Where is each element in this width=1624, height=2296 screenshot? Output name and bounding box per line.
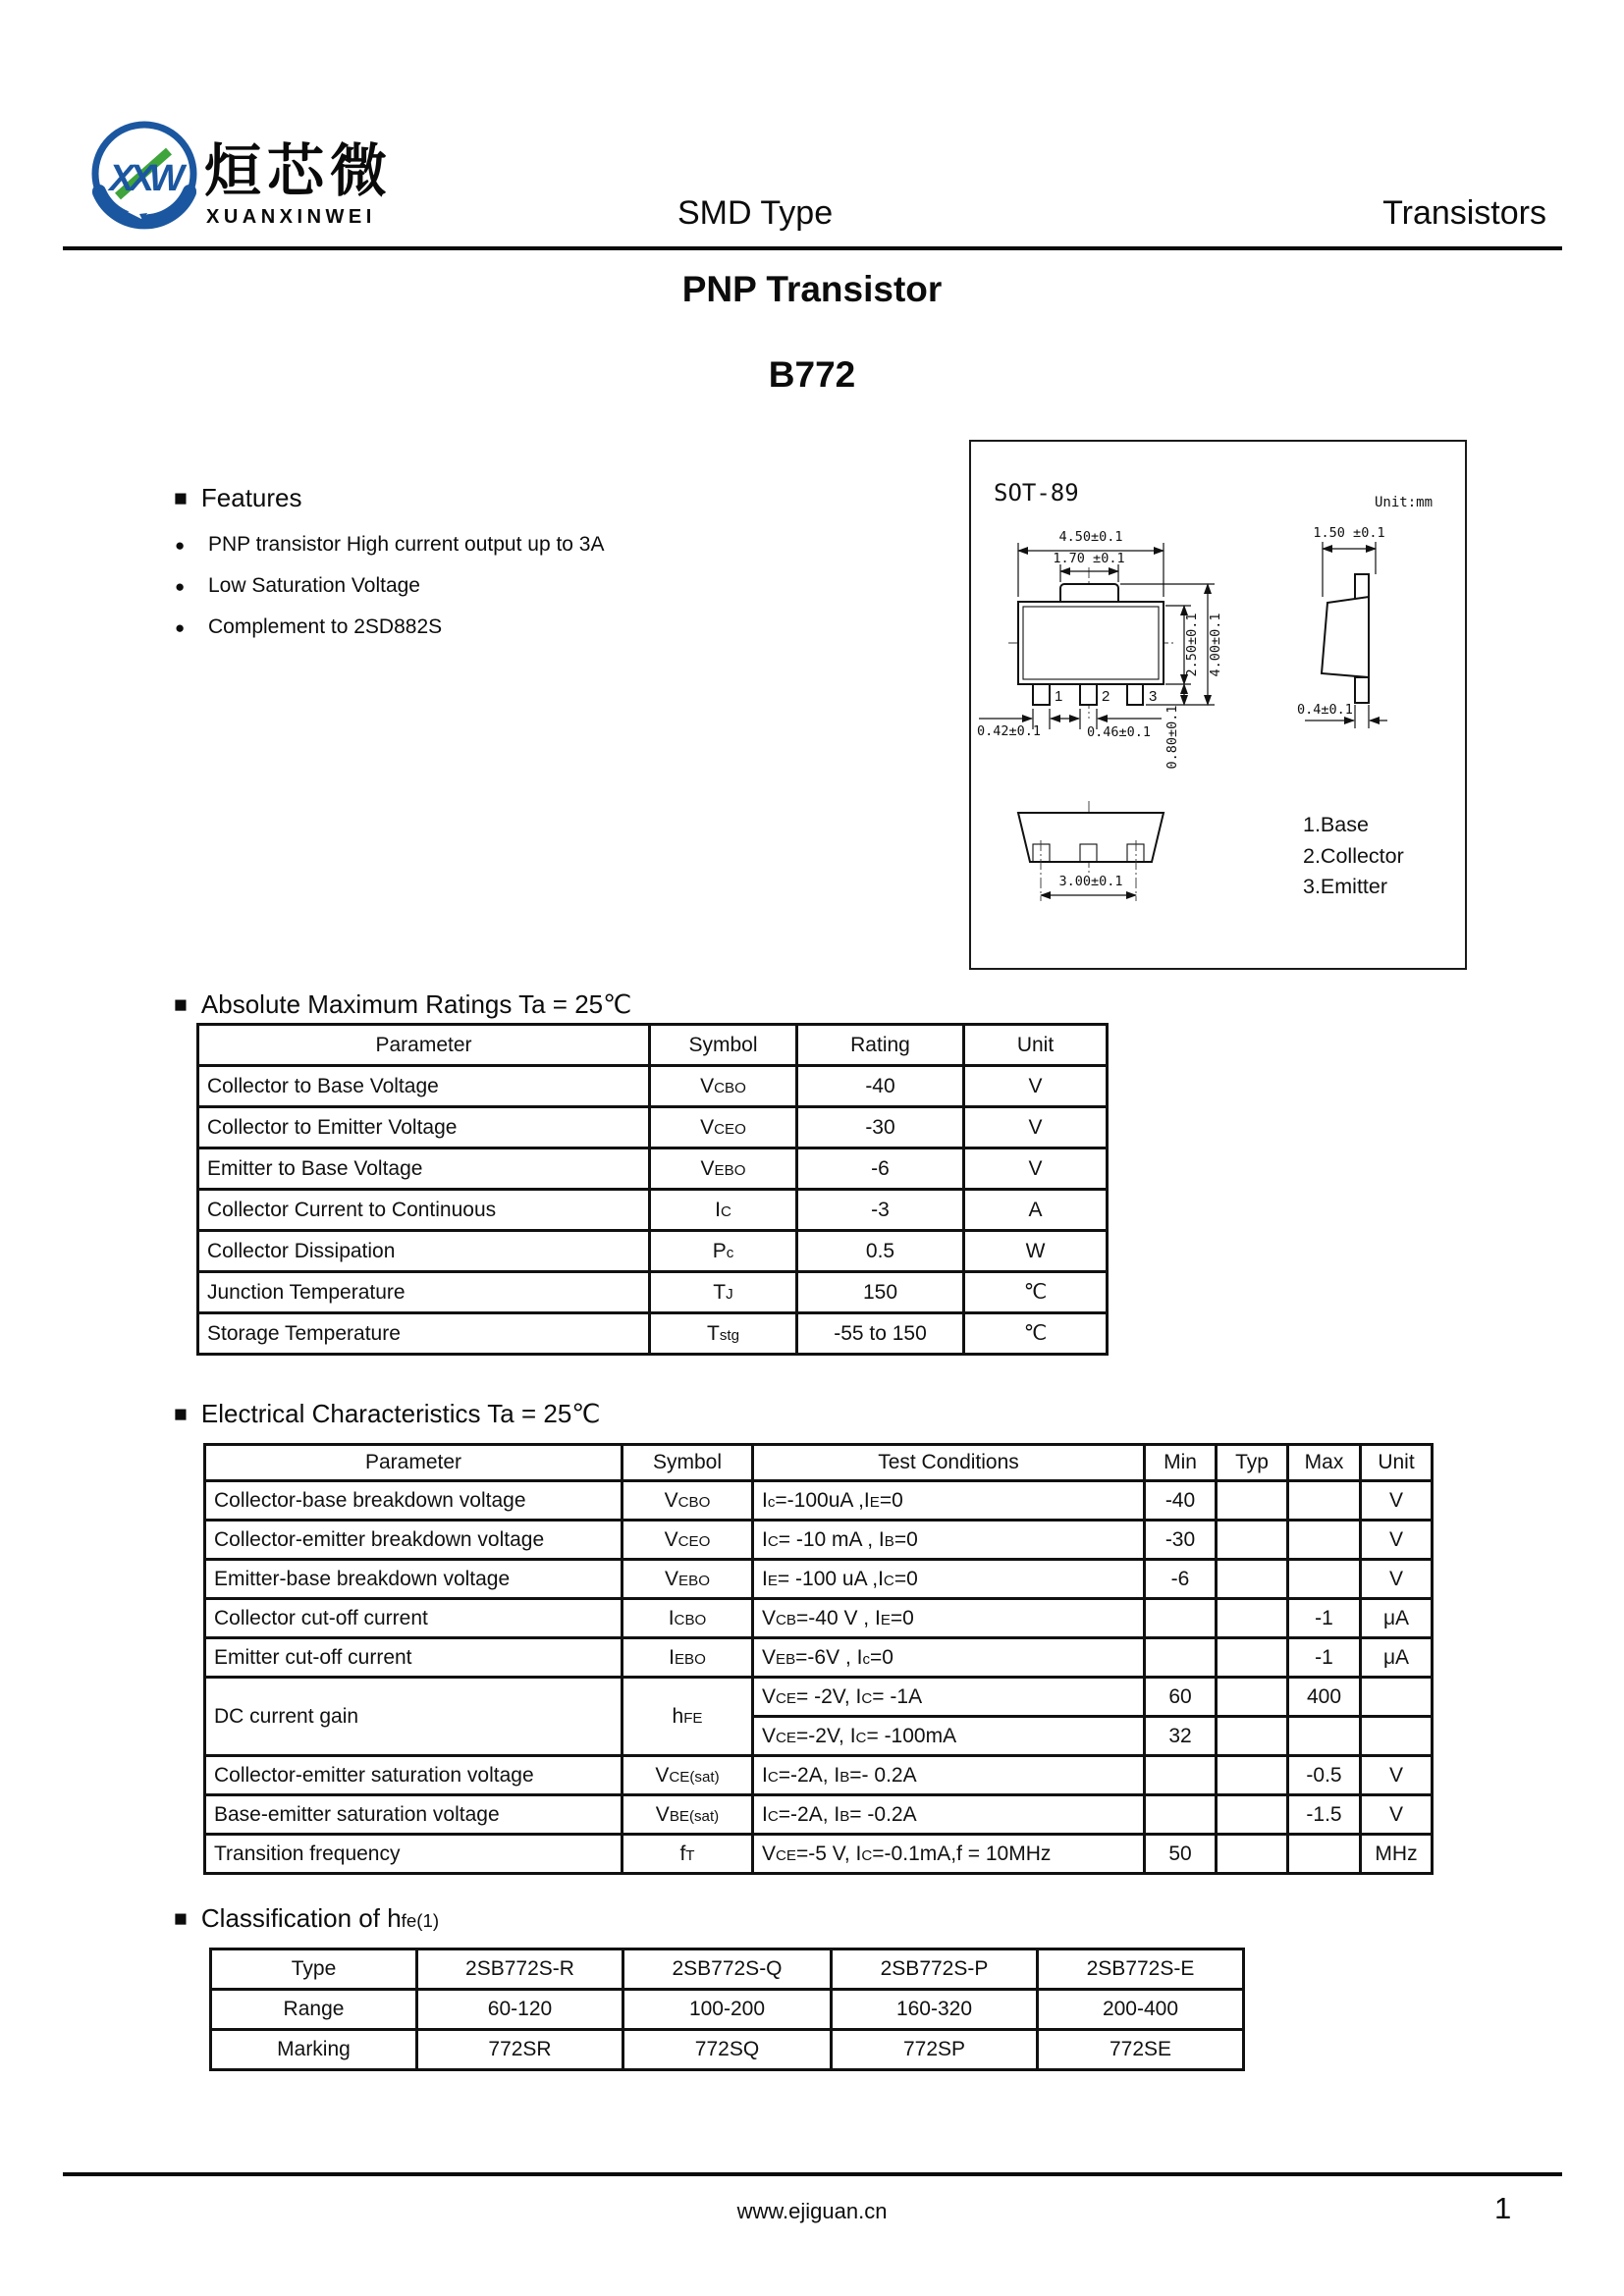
cell-marking: 772SQ [623,2030,832,2070]
sot89-pin [1127,684,1143,705]
cell-symbol: ICBO [623,1599,753,1638]
cell-unit: V [964,1066,1108,1107]
cell-unit: V [1361,1481,1433,1521]
cell-rating: -30 [797,1107,964,1148]
cell-unit: A [964,1190,1108,1231]
features-heading-label: Features [200,483,302,512]
cell-typ [1217,1717,1288,1756]
dim-pin-pitch: 3.00±0.1 [1058,874,1123,889]
feature-item [175,574,420,598]
cell-rating: 0.5 [797,1231,964,1272]
dim-thickness: 1.50 ±0.1 [1313,525,1385,541]
cell-type: 2SB772S-R [417,1949,623,1990]
col-max: Max [1288,1445,1361,1481]
cell-type: 2SB772S-E [1038,1949,1244,1990]
col-parameter: Parameter [198,1025,650,1066]
cell-unit: ℃ [964,1313,1108,1355]
part-number: B772 [768,354,856,395]
classification-heading-label: Classification of hfe(1) [200,1903,440,1933]
cell-min [1145,1599,1217,1638]
page-title: PNP Transistor [681,269,943,309]
cell-rating: -6 [797,1148,964,1190]
cell-max [1288,1717,1361,1756]
cell-conditions: Ic=-100uA ,IE=0 [753,1481,1145,1521]
cell-conditions: IE= -100 uA ,IC=0 [753,1560,1145,1599]
cell-range: 160-320 [832,1990,1038,2030]
cell-parameter: Collector-base breakdown voltage [205,1481,623,1521]
table-row [205,1481,1433,1521]
table-row [205,1756,1433,1795]
cell-symbol: VCEO [623,1521,753,1560]
cell-parameter: Collector to Base Voltage [198,1066,650,1107]
cell-symbol: Pc [650,1231,797,1272]
col-rating: Rating [797,1025,964,1066]
package-name: SOT-89 [994,479,1079,507]
table-row [198,1190,1108,1231]
cell-conditions: VCE=-5 V, IC=-0.1mA,f = 10MHz [753,1835,1145,1874]
cell-min [1145,1756,1217,1795]
page-number: 1 [1494,2191,1512,2225]
cell-conditions: VCE= -2V, IC= -1A [753,1678,1145,1717]
cell-max: -1 [1288,1599,1361,1638]
cell-typ [1217,1756,1288,1795]
cell-max: -1 [1288,1638,1361,1678]
features-heading [174,483,302,513]
cell-conditions: IC= -10 mA , IB=0 [753,1521,1145,1560]
pin-number: 1 [1055,688,1063,705]
cell-min [1145,1795,1217,1835]
cell-max [1288,1521,1361,1560]
dim-pin-width: 0.46±0.1 [1087,724,1152,740]
table-row [211,1949,1244,1990]
table-row [198,1313,1108,1355]
cell-rating: 150 [797,1272,964,1313]
square-marker-icon: ■ [174,991,188,1017]
cell-symbol: hFE [623,1678,753,1756]
cell-max: -0.5 [1288,1756,1361,1795]
cell-unit: MHz [1361,1835,1433,1874]
logo-cn-text: 烜芯微 [204,139,394,203]
table-row [198,1148,1108,1190]
logo-en-text: XUANXINWEI [206,206,376,228]
cell-parameter: Junction Temperature [198,1272,650,1313]
cell-marking: 772SE [1038,2030,1244,2070]
cell-symbol: VCBO [623,1481,753,1521]
table-header-row [198,1025,1108,1066]
cell-typ [1217,1599,1288,1638]
cell-conditions: IC=-2A, IB= -0.2A [753,1795,1145,1835]
cell-symbol: VCEO [650,1107,797,1148]
cell-symbol: VEBO [650,1148,797,1190]
table-row [205,1521,1433,1560]
cell-typ [1217,1521,1288,1560]
col-unit: Unit [1361,1445,1433,1481]
cell-parameter: Transition frequency [205,1835,623,1874]
table-row [205,1795,1433,1835]
table-row [211,2030,1244,2070]
table-row [205,1560,1433,1599]
cell-max [1288,1481,1361,1521]
table-row [198,1107,1108,1148]
package-unit-label: Unit:mm [1375,495,1434,510]
col-symbol: Symbol [623,1445,753,1481]
cell-rating: -55 to 150 [797,1313,964,1355]
table-row [198,1231,1108,1272]
classification-heading-sub: fe(1) [401,1910,440,1931]
cell-conditions: VEB=-6V , Ic=0 [753,1638,1145,1678]
table-header-row [205,1445,1433,1481]
col-conditions: Test Conditions [753,1445,1145,1481]
cell-parameter: Collector Current to Continuous [198,1190,650,1231]
dim-body-height: 2.50±0.1 [1184,613,1200,677]
col-typ: Typ [1217,1445,1288,1481]
side-body [1322,597,1369,677]
cell-parameter: Collector to Emitter Voltage [198,1107,650,1148]
pin-number: 2 [1102,688,1110,705]
bullet-icon: ● [175,576,186,596]
cell-type: 2SB772S-P [832,1949,1038,1990]
cell-unit: V [1361,1756,1433,1795]
sot89-pin [1080,684,1097,705]
cell-unit [1361,1717,1433,1756]
pin-number: 3 [1149,688,1158,705]
cell-unit: μA [1361,1638,1433,1678]
classification-heading [174,1903,439,1934]
electrical-heading [174,1399,601,1429]
footer-url[interactable]: www.ejiguan.cn [736,2199,888,2223]
cell-unit: V [1361,1560,1433,1599]
cell-marking: 772SR [417,2030,623,2070]
cell-min: 50 [1145,1835,1217,1874]
cell-marking: 772SP [832,2030,1038,2070]
dim-body-width: 4.50±0.1 [1058,529,1123,545]
side-pin [1355,677,1369,703]
table-row [205,1599,1433,1638]
col-symbol: Symbol [650,1025,797,1066]
cell-parameter: DC current gain [205,1678,623,1756]
cell-conditions: IC=-2A, IB=- 0.2A [753,1756,1145,1795]
feature-item [175,533,605,557]
logo-monogram: XXW [109,158,180,199]
sot89-body [1018,602,1164,684]
table-row [198,1066,1108,1107]
abs-max-table [196,1023,1109,1356]
cell-parameter: Collector cut-off current [205,1599,623,1638]
cell-range: 60-120 [417,1990,623,2030]
header-smd-type: SMD Type [677,194,834,232]
table-row [205,1678,1433,1717]
cell-min: -30 [1145,1521,1217,1560]
cell-max: -1.5 [1288,1795,1361,1835]
cell-symbol: VBE(sat) [623,1795,753,1835]
cell-typ [1217,1560,1288,1599]
feature-item-label: Low Saturation Voltage [208,574,420,597]
cell-unit: μA [1361,1599,1433,1638]
cell-typ [1217,1638,1288,1678]
cell-min: 32 [1145,1717,1217,1756]
square-marker-icon: ■ [174,1401,188,1426]
cell-max [1288,1835,1361,1874]
bullet-icon: ● [175,535,186,555]
legend-base: 1.Base [1303,813,1369,836]
cell-parameter: Storage Temperature [198,1313,650,1355]
cell-parameter: Emitter cut-off current [205,1638,623,1678]
cell-marking-label: Marking [211,2030,417,2070]
cell-type-label: Type [211,1949,417,1990]
cell-symbol: Tstg [650,1313,797,1355]
dim-total-height: 4.00±0.1 [1208,613,1223,677]
legend-collector: 2.Collector [1303,844,1404,868]
table-row [205,1638,1433,1678]
dim-pin-thickness: 0.4±0.1 [1297,702,1353,718]
feature-item-label: Complement to 2SD882S [208,615,443,638]
cell-typ [1217,1795,1288,1835]
dim-pin-edge: 0.42±0.1 [977,723,1042,739]
feature-item-label: PNP transistor High current output up to 3A [208,533,605,556]
package-diagram [969,440,1467,970]
col-unit: Unit [964,1025,1108,1066]
cell-unit: W [964,1231,1108,1272]
cell-range-label: Range [211,1990,417,2030]
cell-unit: V [1361,1795,1433,1835]
cell-unit: V [964,1148,1108,1190]
cell-min: -40 [1145,1481,1217,1521]
cell-min: 60 [1145,1678,1217,1717]
footer-rule [63,2172,1562,2176]
cell-parameter: Base-emitter saturation voltage [205,1795,623,1835]
square-marker-icon: ■ [174,485,188,510]
dim-tab-width: 1.70 ±0.1 [1053,551,1125,566]
cell-typ [1217,1835,1288,1874]
cell-range: 100-200 [623,1990,832,2030]
cell-symbol: IEBO [623,1638,753,1678]
abs-max-heading [174,989,631,1020]
cell-rating: -40 [797,1066,964,1107]
cell-symbol: VEBO [623,1560,753,1599]
cell-conditions: VCE=-2V, IC= -100mA [753,1717,1145,1756]
cell-unit: V [1361,1521,1433,1560]
abs-max-heading-label: Absolute Maximum Ratings Ta = 25℃ [200,989,632,1019]
cell-max [1288,1560,1361,1599]
cell-symbol: VCBO [650,1066,797,1107]
company-logo-icon [88,120,200,232]
cell-min [1145,1638,1217,1678]
cell-type: 2SB772S-Q [623,1949,832,1990]
cell-min: -6 [1145,1560,1217,1599]
square-marker-icon: ■ [174,1905,188,1931]
cell-parameter: Collector-emitter saturation voltage [205,1756,623,1795]
header-transistors: Transistors [1382,194,1546,232]
cell-symbol: IC [650,1190,797,1231]
dim-pin-length: 0.80±0.1 [1164,705,1180,770]
cell-max: 400 [1288,1678,1361,1717]
table-row [211,1990,1244,2030]
cell-typ [1217,1678,1288,1717]
electrical-table [203,1443,1434,1875]
electrical-heading-label: Electrical Characteristics Ta = 25℃ [200,1399,601,1428]
col-parameter: Parameter [205,1445,623,1481]
cell-symbol: TJ [650,1272,797,1313]
cell-parameter: Emitter-base breakdown voltage [205,1560,623,1599]
legend-emitter: 3.Emitter [1303,875,1388,898]
table-row [205,1835,1433,1874]
cell-symbol: VCE(sat) [623,1756,753,1795]
feature-item [175,615,442,639]
col-min: Min [1145,1445,1217,1481]
cell-unit: V [964,1107,1108,1148]
cell-conditions: VCB=-40 V , IE=0 [753,1599,1145,1638]
cell-unit: ℃ [964,1272,1108,1313]
cell-typ [1217,1481,1288,1521]
cell-parameter: Collector-emitter breakdown voltage [205,1521,623,1560]
cell-rating: -3 [797,1190,964,1231]
header-rule [63,246,1562,250]
cell-range: 200-400 [1038,1990,1244,2030]
sot89-pin [1033,684,1050,705]
classification-table [209,1948,1245,2071]
bullet-icon: ● [175,617,186,637]
cell-parameter: Collector Dissipation [198,1231,650,1272]
cell-unit [1361,1678,1433,1717]
table-row [198,1272,1108,1313]
cell-symbol: fT [623,1835,753,1874]
cell-parameter: Emitter to Base Voltage [198,1148,650,1190]
bottom-body [1018,813,1164,862]
